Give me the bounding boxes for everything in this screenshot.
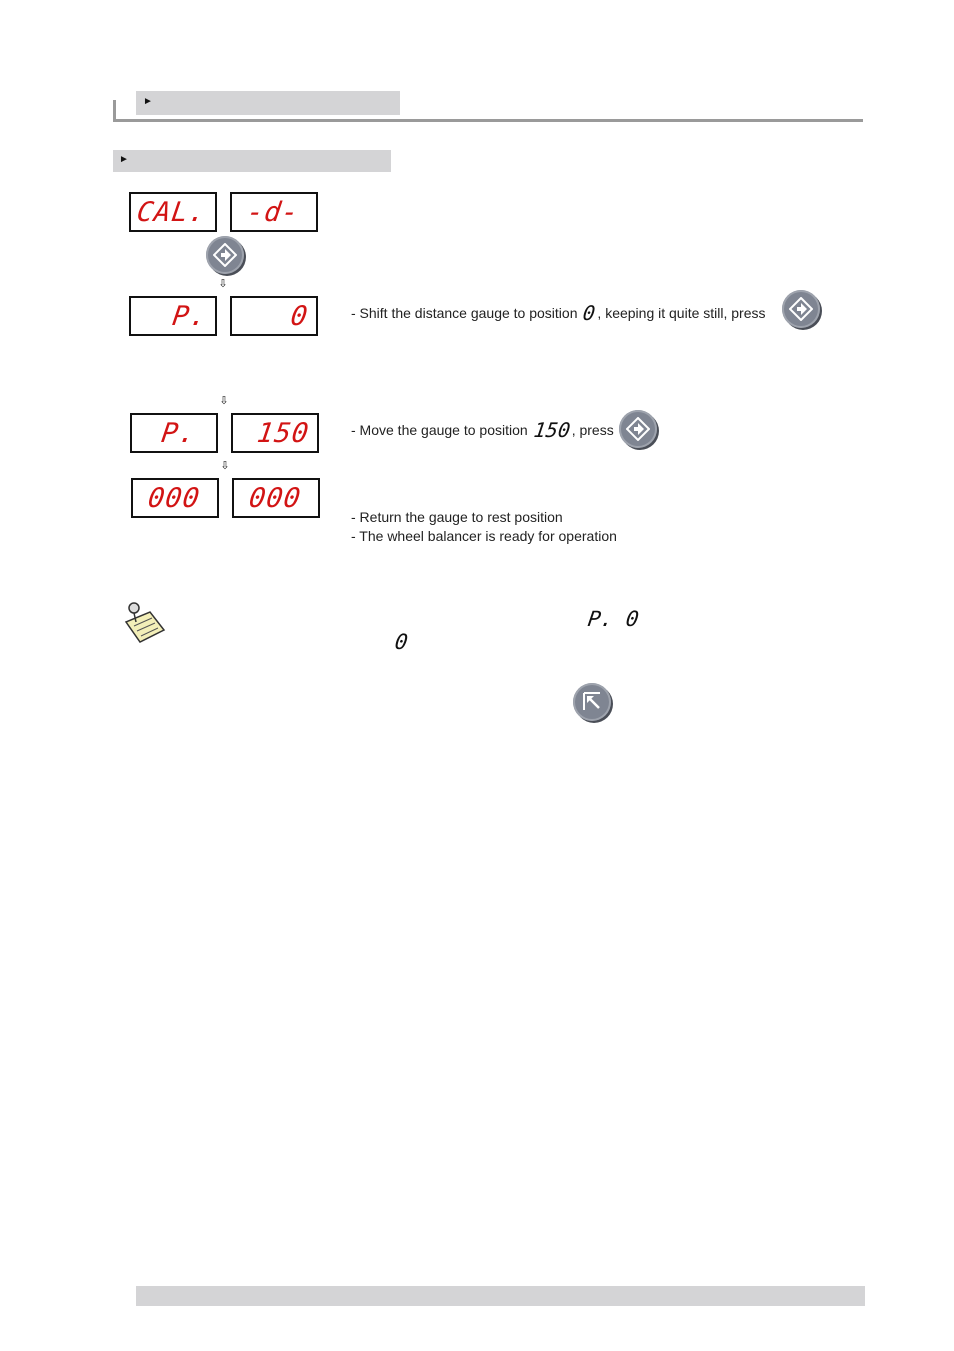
led-readout: P. [159, 418, 199, 449]
enter-arrow-icon [626, 417, 650, 441]
instruction-return-gauge: - Return the gauge to rest position [351, 509, 563, 525]
instruction-text: - Shift the distance gauge to position [351, 305, 578, 321]
note-pin-icon [120, 600, 168, 644]
triangle-bullet-icon: ► [119, 154, 129, 165]
instruction-ready: - The wheel balancer is ready for operation [351, 528, 617, 544]
led-display-right [230, 192, 318, 232]
display-code: P. 0 [586, 607, 641, 631]
enter-button[interactable] [782, 290, 820, 328]
subsection-header-bar [113, 150, 391, 172]
led-display-left [129, 192, 217, 232]
instruction-move-gauge [351, 418, 614, 442]
exit-button[interactable] [573, 683, 611, 721]
enter-button[interactable] [619, 410, 657, 448]
down-arrow-icon: ⇩ [220, 460, 230, 472]
enter-button[interactable] [206, 236, 244, 274]
footer-bar [136, 1286, 865, 1306]
instruction-text: - Move the gauge to position [351, 422, 528, 438]
led-readout: CAL. [134, 197, 209, 228]
led-display-right [230, 296, 318, 336]
instruction-text: , press [571, 422, 614, 438]
instruction-shift-gauge [351, 301, 766, 325]
position-value: 150 [531, 418, 572, 442]
section-header-bar [136, 91, 400, 115]
led-display-right [232, 478, 320, 518]
led-readout: 0 [288, 301, 311, 332]
led-display-left [130, 413, 218, 453]
enter-arrow-icon [789, 297, 813, 321]
led-readout: 000 [247, 483, 304, 514]
exit-arrow-icon [580, 690, 604, 714]
note-display-value [393, 630, 410, 654]
down-arrow-icon: ⇩ [219, 395, 229, 407]
led-readout: 000 [146, 483, 203, 514]
display-value: 0 [393, 630, 410, 654]
down-arrow-icon: ⇩ [218, 278, 228, 290]
led-readout: 150 [255, 418, 312, 449]
instruction-text: , keeping it quite still, press [597, 305, 766, 321]
led-readout: -d- [245, 197, 302, 228]
enter-arrow-icon [213, 243, 237, 267]
led-display-left [131, 478, 219, 518]
triangle-bullet-icon: ► [143, 96, 153, 107]
led-display-left [129, 296, 217, 336]
led-readout: P. [170, 301, 210, 332]
position-value: 0 [581, 301, 598, 325]
note-display-code [586, 607, 641, 631]
led-display-right [231, 413, 319, 453]
